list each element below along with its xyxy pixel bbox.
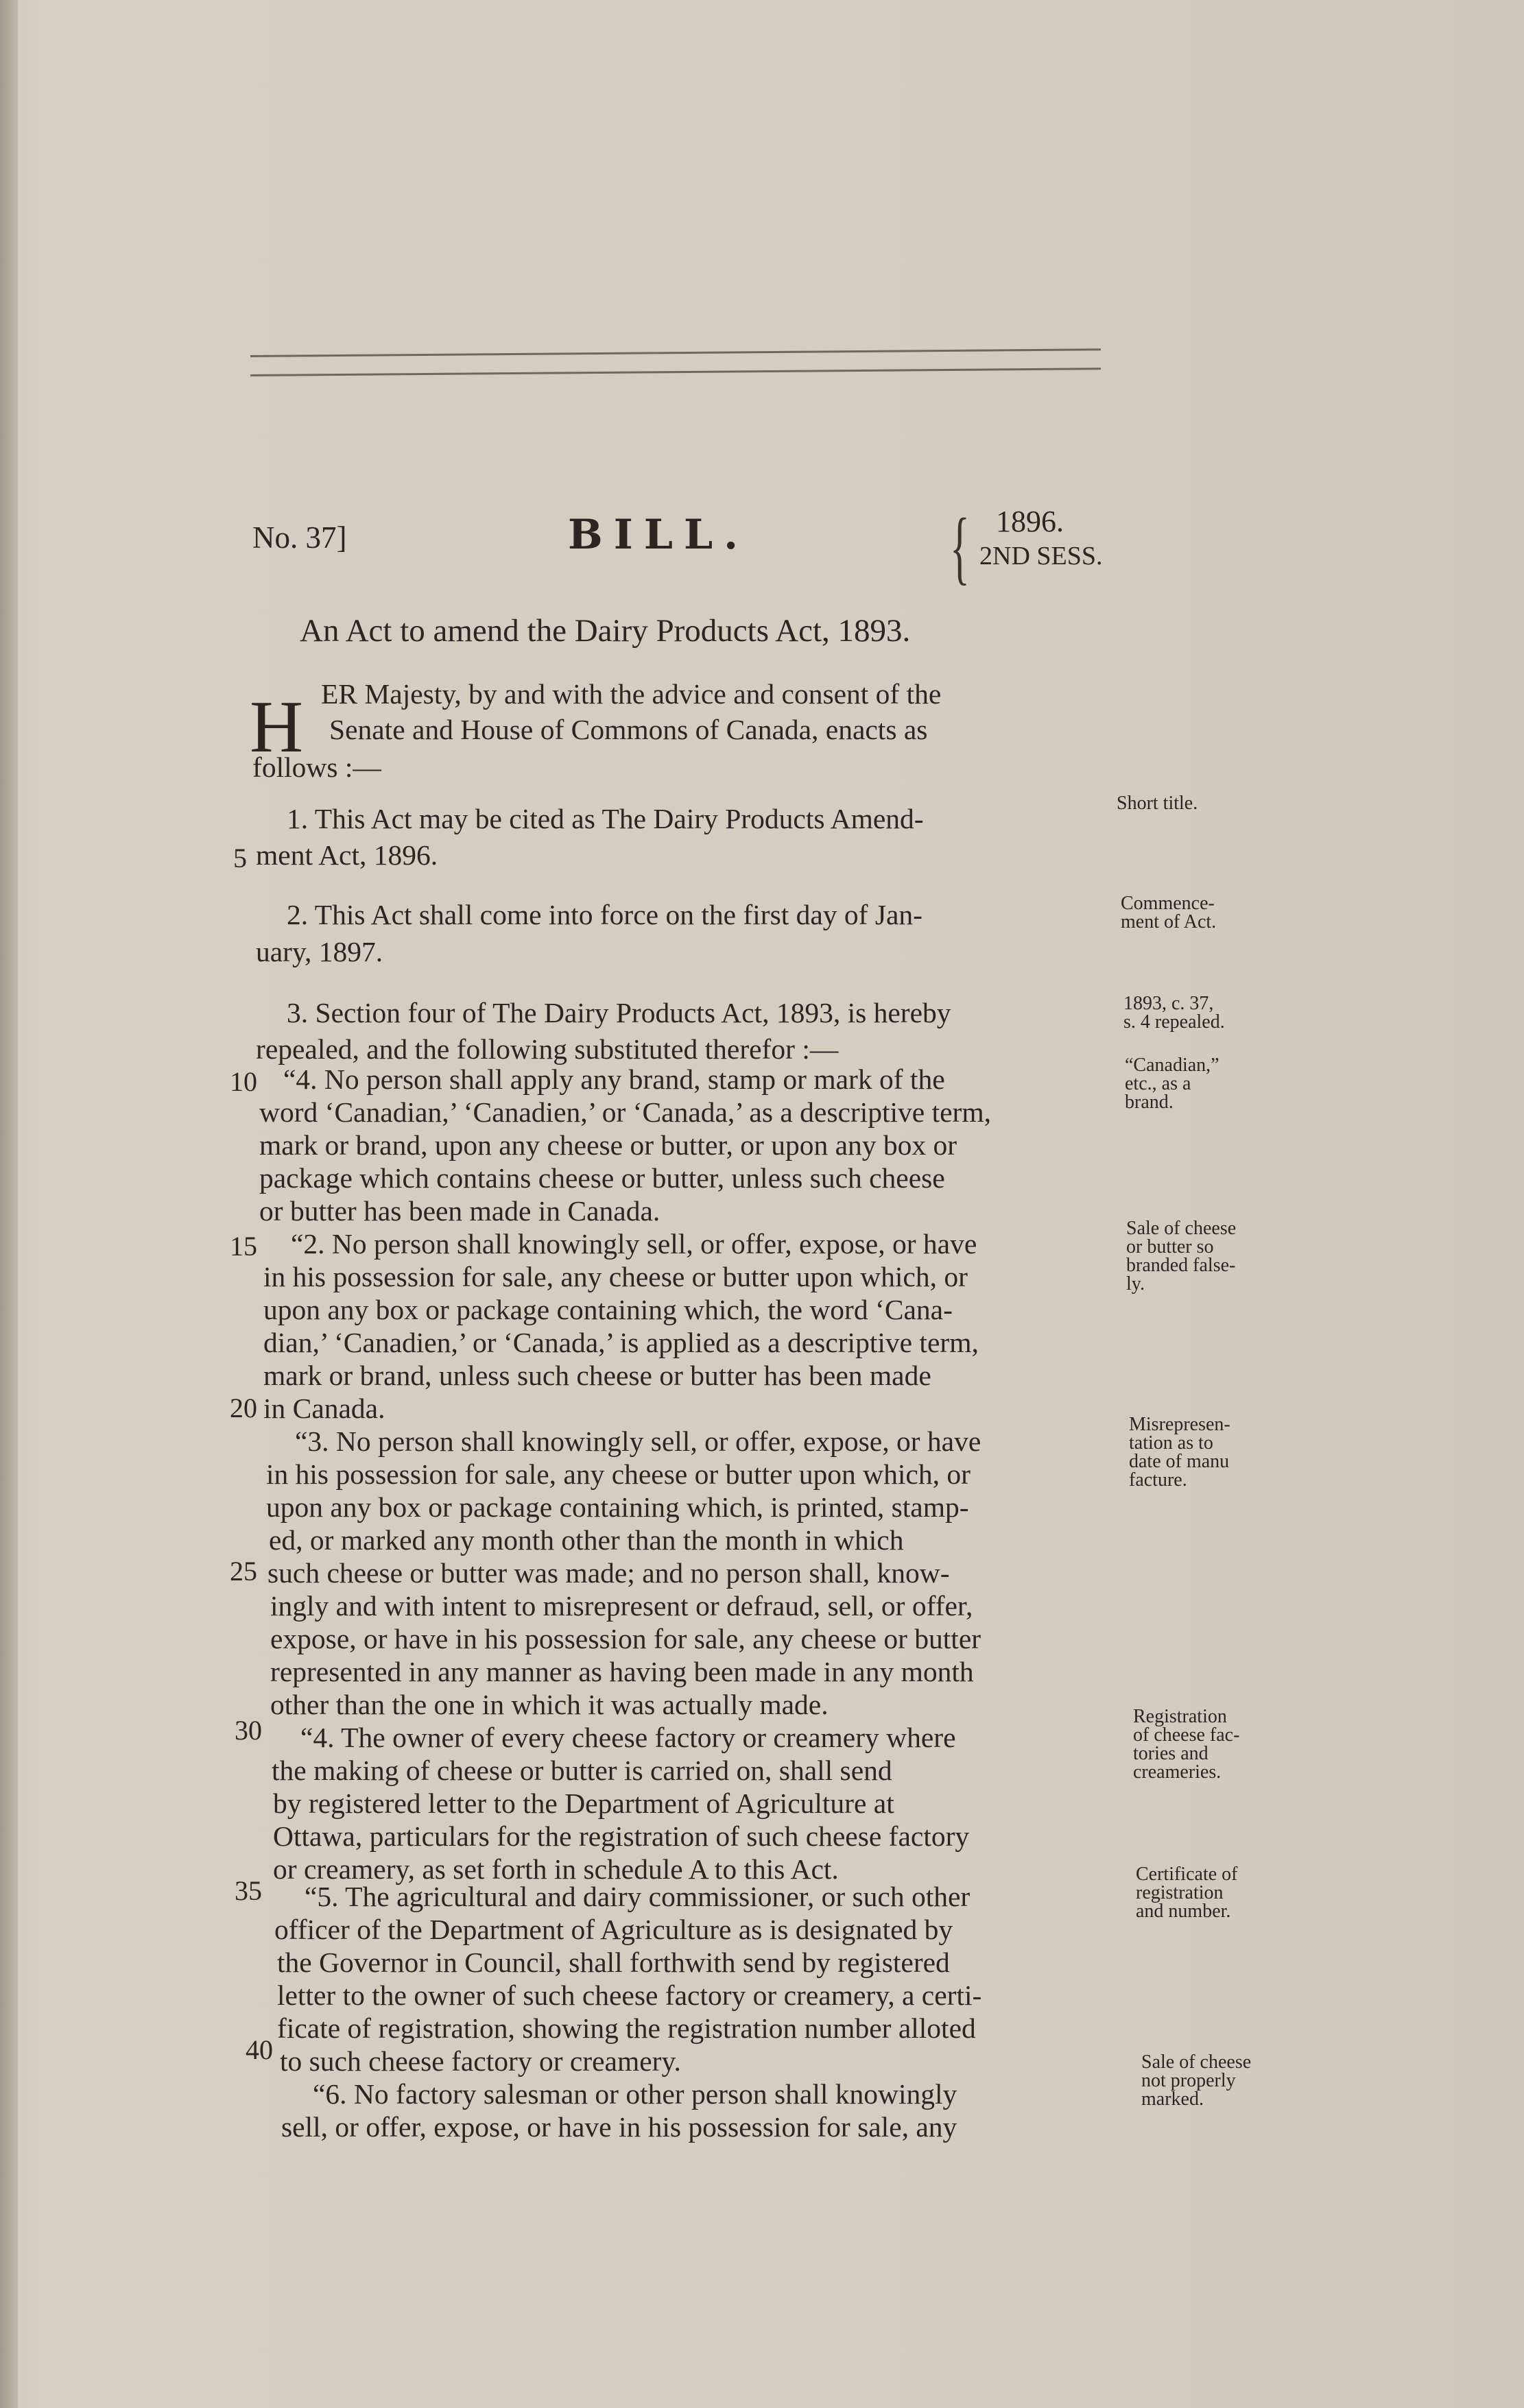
line-number: 35 xyxy=(235,1875,262,1906)
preamble-line-1: ER Majesty, by and with the advice and consent of the xyxy=(321,678,942,710)
line-number: 10 xyxy=(230,1066,257,1097)
body-line: “3. No person shall knowingly sell, or offer, expose, or have xyxy=(295,1425,981,1457)
line-number: 25 xyxy=(230,1556,257,1587)
body-line: “6. No factory salesman or other person shall knowingly xyxy=(313,2078,957,2110)
body-line: word ‘Canadian,’ ‘Canadien,’ or ‘Canada,’ as a descriptive term, xyxy=(259,1096,992,1128)
body-line: in Canada. xyxy=(263,1393,385,1424)
bill-session: 2ND SESS. xyxy=(979,542,1103,570)
body-line: “4. No person shall apply any brand, stamp or mark of the xyxy=(283,1063,945,1095)
bill-number: No. 37] xyxy=(252,520,347,555)
bill-title: BILL. xyxy=(568,511,750,559)
body-line: Ottawa, particulars for the registration of such cheese factory xyxy=(273,1820,970,1852)
body-line: upon any box or package containing which, the word ‘Cana- xyxy=(263,1294,953,1325)
body-line: dian,’ ‘Canadien,’ or ‘Canada,’ is applied as a descriptive term, xyxy=(263,1327,979,1358)
margin-note: Short title. xyxy=(1117,793,1198,814)
body-line: the Governor in Council, shall forthwith send by registered xyxy=(277,1947,950,1978)
body-line: ment Act, 1896. xyxy=(256,839,438,871)
body-line: to such cheese factory or creamery. xyxy=(280,2045,681,2077)
body-line: ed, or marked any month other than the month in which xyxy=(269,1524,904,1556)
page-binding-edge xyxy=(0,0,18,2408)
body-line: represented in any manner as having been made in any month xyxy=(270,1656,974,1687)
margin-note: Registration of cheese fac- tories and creameries. xyxy=(1133,1706,1240,1783)
preamble-drop-cap: H xyxy=(250,686,303,768)
body-line: letter to the owner of such cheese factory or creamery, a certi- xyxy=(277,1979,982,2011)
body-line: other than the one in which it was actually made. xyxy=(270,1689,829,1720)
body-line: package which contains cheese or butter, unless such cheese xyxy=(259,1162,945,1194)
line-number: 15 xyxy=(230,1231,257,1262)
session-brace: { xyxy=(950,501,970,592)
margin-note: Commence- ment of Act. xyxy=(1121,893,1217,932)
preamble-line-2: Senate and House of Commons of Canada, enacts as xyxy=(329,714,928,745)
body-line: the making of cheese or butter is carried on, shall send xyxy=(272,1755,892,1786)
body-line: ficate of registration, showing the registration number alloted xyxy=(277,2012,976,2044)
body-line: in his possession for sale, any cheese or butter upon which, or xyxy=(266,1458,971,1490)
body-line: sell, or offer, expose, or have in his possession for sale, any xyxy=(281,2111,957,2143)
line-number: 20 xyxy=(230,1393,257,1423)
body-line: or creamery, as set forth in schedule A to this Act. xyxy=(273,1853,839,1885)
margin-note: Misrepresen- tation as to date of manu facture. xyxy=(1129,1414,1230,1491)
body-line: uary, 1897. xyxy=(256,936,383,967)
margin-note: Sale of cheese not properly marked. xyxy=(1141,2051,1252,2110)
body-line: or butter has been made in Canada. xyxy=(259,1195,660,1227)
body-line: such cheese or butter was made; and no person shall, know- xyxy=(267,1557,950,1589)
body-line: in his possession for sale, any cheese or butter upon which, or xyxy=(263,1261,968,1292)
header-rule-top xyxy=(250,348,1101,357)
preamble-line-3: follows :— xyxy=(252,751,381,783)
bill-year: 1896. xyxy=(996,505,1064,538)
margin-note: “Canadian,” etc., as a brand. xyxy=(1125,1055,1219,1113)
line-number: 30 xyxy=(235,1715,262,1746)
body-line: expose, or have in his possession for sale, any cheese or butter xyxy=(270,1623,981,1654)
body-line: “4. The owner of every cheese factory or creamery where xyxy=(300,1722,956,1753)
line-number: 40 xyxy=(246,2034,273,2065)
body-line: mark or brand, unless such cheese or butter has been made xyxy=(263,1360,931,1391)
margin-note: Sale of cheese or butter so branded false- ly. xyxy=(1126,1218,1237,1295)
body-line: “2. No person shall knowingly sell, or offer, expose, or have xyxy=(291,1228,977,1260)
body-line: repealed, and the following substituted therefor :— xyxy=(256,1033,839,1065)
act-title: An Act to amend the Dairy Products Act, 1893. xyxy=(300,613,911,649)
body-line: upon any box or package containing which, is printed, stamp- xyxy=(266,1491,969,1523)
header-rule-bottom xyxy=(250,368,1101,376)
body-line: by registered letter to the Department of Agriculture at xyxy=(273,1787,894,1819)
margin-note: 1893, c. 37, s. 4 repealed. xyxy=(1123,993,1225,1033)
body-line: “5. The agricultural and dairy commissioner, or such other xyxy=(305,1881,971,1912)
body-line: officer of the Department of Agriculture as is designated by xyxy=(274,1914,953,1945)
line-number: 5 xyxy=(233,843,247,874)
margin-note: Certificate of registration and number. xyxy=(1136,1864,1238,1922)
body-line: ingly and with intent to misrepresent or defraud, sell, or offer, xyxy=(270,1590,973,1622)
body-line: mark or brand, upon any cheese or butter, or upon any box or xyxy=(259,1129,957,1161)
body-line: 1. This Act may be cited as The Dairy Products Amend- xyxy=(287,803,924,834)
body-line: 2. This Act shall come into force on the first day of Jan- xyxy=(287,899,923,930)
body-line: 3. Section four of The Dairy Products Act, 1893, is hereby xyxy=(287,997,951,1028)
